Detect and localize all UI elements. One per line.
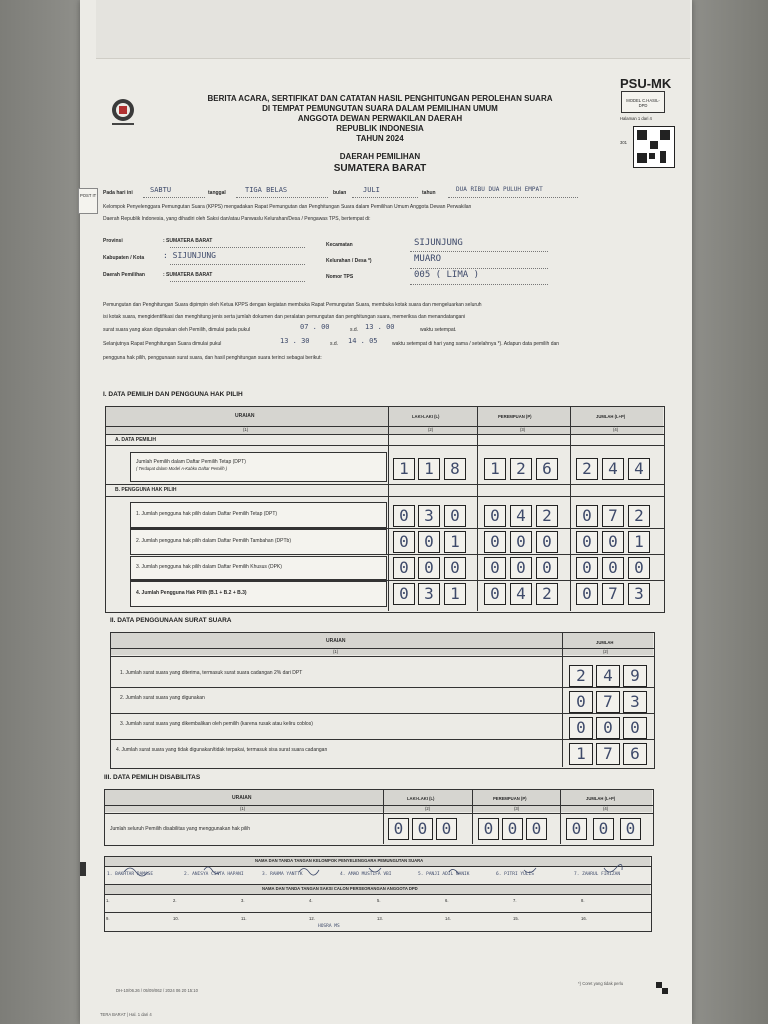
village-label: Kelurahan / Desa *)	[326, 258, 372, 264]
b4-p-digit[interactable]: 4	[510, 583, 532, 605]
kpps-signer: 6. PITRI YULIS	[496, 872, 534, 877]
col-uraian-2: URAIAN	[326, 638, 346, 644]
ballot-4-digit[interactable]: 1	[569, 743, 593, 765]
tps-dots	[410, 284, 548, 285]
b3-l-digit[interactable]: 0	[393, 557, 415, 579]
paragraph-line-5: pengguna hak pilih, penggunaan surat suara, dan hasil penghitungan suara terinci sebagai berikut:	[103, 355, 322, 361]
month-value: JULI	[363, 186, 380, 194]
col-uraian-3: URAIAN	[232, 795, 252, 801]
disability-row-label: Jumlah seluruh Pemilih disabilitas yang menggunakan hak pilih	[110, 826, 251, 832]
left-edge-mark	[80, 862, 86, 876]
section-a-title: A. DATA PEMILIH	[115, 437, 157, 443]
year-dots	[448, 197, 578, 198]
ballot-1-digit[interactable]: 2	[569, 665, 593, 687]
b2-j-digit[interactable]: 1	[628, 531, 650, 553]
col-num-3-2: (2)	[425, 806, 431, 811]
dpt-p-digit[interactable]: 6	[536, 458, 558, 480]
b4-j-digit[interactable]: 7	[602, 583, 624, 605]
b2-l-digit[interactable]: 1	[444, 531, 466, 553]
b2-label: 2. Jumlah pengguna hak pilih dalam Daftar Pemilih Tambahan (DPTb)	[136, 538, 291, 544]
b3-j-digit[interactable]: 0	[576, 557, 598, 579]
header-line-3: ANGGOTA DEWAN PERWAKILAN DAERAH	[297, 114, 463, 123]
dpt-j-digit[interactable]: 4	[628, 458, 650, 480]
b3-l-digit[interactable]: 0	[444, 557, 466, 579]
col-num-3-4: (4)	[603, 806, 609, 811]
saksi-slot: 5.	[377, 898, 381, 903]
ballot-3-digit[interactable]: 0	[569, 717, 593, 739]
b4-label: 4. Jumlah Pengguna Hak Pilih (B.1 + B.2 + B.3)	[136, 590, 247, 596]
col-laki-3: LAKI-LAKI (L)	[407, 796, 435, 801]
ballot-row-3: 3. Jumlah surat suara yang dikembalikan oleh pemilih (karena rusak atau keliru coblos)	[120, 721, 313, 727]
disability-j-digit[interactable]: 0	[566, 818, 587, 840]
qr-code-icon	[633, 126, 675, 168]
date-value: TIGA BELAS	[245, 186, 288, 194]
month-label: bulan	[333, 190, 347, 196]
day-dots	[143, 197, 205, 198]
section-b-title: B. PENGGUNA HAK PILIH	[115, 487, 177, 493]
ballot-row-2: 2. Jumlah surat suara yang digunakan	[120, 695, 205, 701]
province-dots	[170, 247, 305, 248]
b4-j-digit[interactable]: 3	[628, 583, 650, 605]
side-sticker	[78, 188, 98, 214]
disability-p-digit[interactable]: 0	[526, 818, 547, 840]
b2-j-digit[interactable]: 0	[602, 531, 624, 553]
b1-p-digit[interactable]: 2	[536, 505, 558, 527]
kpps-signature-title: NAMA DAN TANDA TANGAN KELOMPOK PENYELENGGARA PEMUNGUTAN SUARA	[255, 858, 424, 863]
b1-l-digit[interactable]: 0	[393, 505, 415, 527]
b1-l-digit[interactable]: 3	[418, 505, 440, 527]
regency-dots	[170, 264, 305, 265]
district-value: : SUMATERA BARAT	[163, 272, 213, 278]
saksi-slot: 9.	[106, 916, 110, 921]
col-num-3: (3)	[520, 427, 526, 432]
saksi-slot: 8.	[581, 898, 585, 903]
paragraph-line-1: Pemungutan dan Penghitungan Suara dipimpin oleh Ketua KPPS dengan kegiatan membuka Rapat Pemungutan Suara, membuka kotak suara dan mengeluarkan seluruh	[103, 302, 482, 308]
regency-value: : SIJUNJUNG	[163, 251, 216, 260]
district-dots	[170, 281, 305, 282]
handwritten-signatures	[104, 862, 650, 884]
count-start-time: 13 . 30	[280, 337, 310, 345]
col-num-2: (2)	[428, 427, 434, 432]
section-2-title: II. DATA PENGGUNAAN SURAT SUARA	[110, 617, 232, 624]
kpu-logo-icon	[106, 94, 140, 130]
paragraph-line-3a: surat suara yang akan digunakan oleh Pemilih, dimulai pada pukul	[103, 327, 251, 333]
paragraph-line-2: isi kotak suara, mengidentifikasi dan menghitung jenis serta jumlah dokumen dan peralatan pemungutan dan penghitungan suara, memeriksa dan menandatangani	[103, 314, 466, 320]
intro-text-1: Kelompok Penyelenggara Pemungutan Suara (KPPS) mengadakan Rapat Pemungutan dan Penghitungan Suara dalam Pemilihan Umum Anggota Dewan Perwakilan	[103, 204, 472, 210]
b4-l-digit[interactable]: 1	[444, 583, 466, 605]
b4-l-digit[interactable]: 3	[418, 583, 440, 605]
footer-note: *) Coret yang tidak perlu	[578, 981, 624, 986]
footer-code: DH-10/06.26 / 05/09/062 / 2024 06 20 15:10	[116, 988, 198, 993]
village-dots	[410, 268, 548, 269]
model-label: MODEL C.HASIL-DPD	[626, 98, 660, 108]
dpt-j-digit[interactable]: 4	[602, 458, 624, 480]
b2-l-digit[interactable]: 0	[418, 531, 440, 553]
disability-l-digit[interactable]: 0	[388, 818, 409, 840]
disability-p-digit[interactable]: 0	[478, 818, 499, 840]
col-perempuan-1: PEREMPUAN (P)	[498, 414, 532, 419]
disability-j-digit[interactable]: 0	[593, 818, 614, 840]
end-time: 13 . 00	[365, 323, 395, 331]
ballot-1-digit[interactable]: 9	[623, 665, 647, 687]
month-dots	[352, 197, 418, 198]
ballot-2-digit[interactable]: 7	[596, 691, 620, 713]
dpt-sublabel: ( Terdapat dalam Model A-Kabko Daftar Pemilih )	[136, 466, 228, 471]
saksi-slot: 13.	[377, 916, 383, 921]
saksi-slot: 16.	[581, 916, 587, 921]
col-num-2-2: (2)	[603, 649, 609, 654]
col-uraian-1: URAIAN	[235, 413, 255, 419]
saksi-slot: 15.	[513, 916, 519, 921]
header-line-7: SUMATERA BARAT	[333, 163, 427, 174]
disability-l-digit[interactable]: 0	[412, 818, 433, 840]
dpt-l-digit[interactable]: 1	[393, 458, 415, 480]
date-label: tanggal	[208, 190, 226, 196]
qr-code-number: 301	[620, 140, 627, 145]
table-header-bg-3	[105, 790, 652, 812]
footer-bottom: TERA BARAT | Hal. 1 dari 4	[100, 1012, 152, 1017]
subdistrict-value: SIJUNJUNG	[414, 238, 463, 248]
sd-label-1: s.d.	[350, 327, 359, 333]
ballot-4-digit[interactable]: 6	[623, 743, 647, 765]
saksi-slot: 10.	[173, 916, 179, 921]
village-value: MUARO	[414, 254, 442, 264]
b2-p-digit[interactable]: 0	[484, 531, 506, 553]
saksi-slot: 14.	[445, 916, 451, 921]
kpps-signer: 5. PANJI ADIL NANIK	[418, 872, 470, 877]
b3-j-digit[interactable]: 0	[628, 557, 650, 579]
saksi-slot: 4.	[309, 898, 313, 903]
district-label: Daerah Pemilihan	[103, 272, 145, 278]
intro-text-2: Daerah Republik Indonesia, yang dihadiri oleh Saksi dan/atau Panwaslu Kelurahan/Desa / Pengawas TPS, bertempat di:	[103, 216, 371, 222]
b2-l-digit[interactable]: 0	[393, 531, 415, 553]
b4-j-digit[interactable]: 0	[576, 583, 598, 605]
dpt-p-digit[interactable]: 2	[510, 458, 532, 480]
year-value: DUA RIBU DUA PULUH EMPAT	[456, 186, 543, 193]
kpps-signer: 4. AMAD MUSTIFA VBI	[340, 872, 392, 877]
b2-p-digit[interactable]: 0	[510, 531, 532, 553]
kpps-signer: 1. BAKHTAR PAMASE	[107, 872, 154, 877]
kpps-signer: 7. ZAHRUL FIRIZAN	[574, 872, 621, 877]
section-1-title: I. DATA PEMILIH DAN PENGGUNA HAK PILIH	[103, 391, 243, 398]
saksi-slot: 7.	[513, 898, 517, 903]
day-label: Pada hari ini	[103, 190, 133, 196]
header-line-6: DAERAH PEMILIHAN	[339, 152, 421, 161]
ballot-1-digit[interactable]: 4	[596, 665, 620, 687]
saksi-12-signer: HOSRA MS	[318, 924, 340, 929]
b3-l-digit[interactable]: 0	[418, 557, 440, 579]
col-num-1: (1)	[243, 427, 249, 432]
saksi-signature-title: NAMA DAN TANDA TANGAN SAKSI CALON PERSEORANGAN ANGGOTA DPD	[262, 886, 418, 891]
folded-top-edge	[96, 0, 690, 59]
dpt-p-digit[interactable]: 1	[484, 458, 506, 480]
b1-j-digit[interactable]: 7	[602, 505, 624, 527]
header-line-1: BERITA ACARA, SERTIFIKAT DAN CATATAN HASIL PENGHITUNGAN PEROLEHAN SUARA	[207, 94, 553, 103]
col-jumlah-3: JUMLAH (L+P)	[586, 796, 616, 801]
disability-j-digit[interactable]: 0	[620, 818, 641, 840]
day-value: SABTU	[150, 186, 172, 194]
side-sticker-label: POST IT	[80, 193, 97, 198]
paragraph-line-4b: waktu setempat di hari yang sama / setelahnya *). Adapun data pemilih dan	[392, 341, 560, 347]
ballot-4-digit[interactable]: 7	[596, 743, 620, 765]
tps-label: Nomor TPS	[326, 274, 354, 280]
count-end-time: 14 . 05	[348, 337, 378, 345]
header-line-5: TAHUN 2024	[356, 134, 404, 143]
date-dots	[236, 197, 328, 198]
col-num-3-1: (1)	[240, 806, 246, 811]
year-label: tahun	[422, 190, 436, 196]
saksi-slot: 1.	[106, 898, 110, 903]
b3-p-digit[interactable]: 0	[536, 557, 558, 579]
ballot-3-digit[interactable]: 0	[623, 717, 647, 739]
ballot-row-1: 1. Jumlah surat suara yang diterima, termasuk surat suara cadangan 2% dari DPT	[120, 670, 303, 676]
col-num-4: (4)	[613, 427, 619, 432]
disability-p-digit[interactable]: 0	[502, 818, 523, 840]
ballot-3-digit[interactable]: 0	[596, 717, 620, 739]
b3-p-digit[interactable]: 0	[510, 557, 532, 579]
b3-p-digit[interactable]: 0	[484, 557, 506, 579]
registration-mark	[662, 988, 668, 994]
col-laki-1: LAKI-LAKI (L)	[412, 414, 440, 419]
paragraph-line-3b: waktu setempat.	[420, 327, 457, 333]
col-jumlah-2: JUMLAH	[596, 640, 614, 645]
b4-p-digit[interactable]: 2	[536, 583, 558, 605]
subdistrict-label: Kecamatan	[326, 242, 353, 248]
ballot-2-digit[interactable]: 0	[569, 691, 593, 713]
dpt-l-digit[interactable]: 8	[444, 458, 466, 480]
dpt-label: Jumlah Pemilih dalam Daftar Pemilih Tetap (DPT)	[136, 459, 246, 465]
b1-j-digit[interactable]: 2	[628, 505, 650, 527]
col-perempuan-3: PEREMPUAN (P)	[493, 796, 527, 801]
b2-j-digit[interactable]: 0	[576, 531, 598, 553]
section-3-title: III. DATA PEMILIH DISABILITAS	[104, 774, 201, 781]
disability-l-digit[interactable]: 0	[436, 818, 457, 840]
province-label: Provinsi	[103, 238, 123, 244]
saksi-slot: 11.	[241, 916, 247, 921]
kpps-signer: 3. RAHMA YANTTK	[262, 872, 303, 877]
b3-label: 3. Jumlah pengguna hak pilih dalam Daftar Pemilih Khusus (DPK)	[136, 564, 282, 570]
saksi-slot: 3.	[241, 898, 245, 903]
b4-p-digit[interactable]: 0	[484, 583, 506, 605]
ballot-row-4: 4. Jumlah surat suara yang tidak digunakan/tidak terpakai, termasuk sisa surat suara cadangan	[116, 747, 328, 753]
header-line-4: REPUBLIK INDONESIA	[336, 124, 424, 133]
province-value: : SUMATERA BARAT	[163, 238, 213, 244]
b1-p-digit[interactable]: 4	[510, 505, 532, 527]
ballot-2-digit[interactable]: 3	[623, 691, 647, 713]
b1-label: 1. Jumlah pengguna hak pilih dalam Daftar Pemilih Tetap (DPT)	[136, 511, 278, 517]
b4-l-digit[interactable]: 0	[393, 583, 415, 605]
table-header-bg	[106, 407, 663, 434]
b1-l-digit[interactable]: 0	[444, 505, 466, 527]
b2-p-digit[interactable]: 0	[536, 531, 558, 553]
tps-value: 005 ( LIMA )	[414, 270, 480, 280]
start-time: 07 . 00	[300, 323, 330, 331]
dpt-l-digit[interactable]: 1	[418, 458, 440, 480]
saksi-slot: 12.	[309, 916, 315, 921]
b1-p-digit[interactable]: 0	[484, 505, 506, 527]
col-num-3-3: (3)	[514, 806, 520, 811]
table-header-bg-2	[111, 633, 653, 655]
page-indicator: Halaman 1 dari 4	[620, 116, 652, 121]
paragraph-line-4a: Selanjutnya Rapat Penghitungan Suara dimulai pukul	[103, 341, 222, 347]
saksi-slot: 2.	[173, 898, 177, 903]
subdistrict-dots	[410, 251, 548, 252]
sd-label-2: s.d.	[330, 341, 339, 347]
form-code: PSU-MK	[620, 76, 672, 91]
kpps-signer: 2. ANISYA CINTA HAPANI	[184, 872, 244, 877]
saksi-slot: 6.	[445, 898, 449, 903]
b3-j-digit[interactable]: 0	[602, 557, 624, 579]
model-box	[621, 91, 665, 113]
regency-label: Kabupaten / Kota	[103, 255, 145, 261]
col-jumlah-1: JUMLAH (L+P)	[596, 414, 626, 419]
dpt-j-digit[interactable]: 2	[576, 458, 598, 480]
b1-j-digit[interactable]: 0	[576, 505, 598, 527]
col-num-2-1: (1)	[333, 649, 339, 654]
header-line-2: DI TEMPAT PEMUNGUTAN SUARA DALAM PEMILIHAN UMUM	[262, 104, 498, 113]
